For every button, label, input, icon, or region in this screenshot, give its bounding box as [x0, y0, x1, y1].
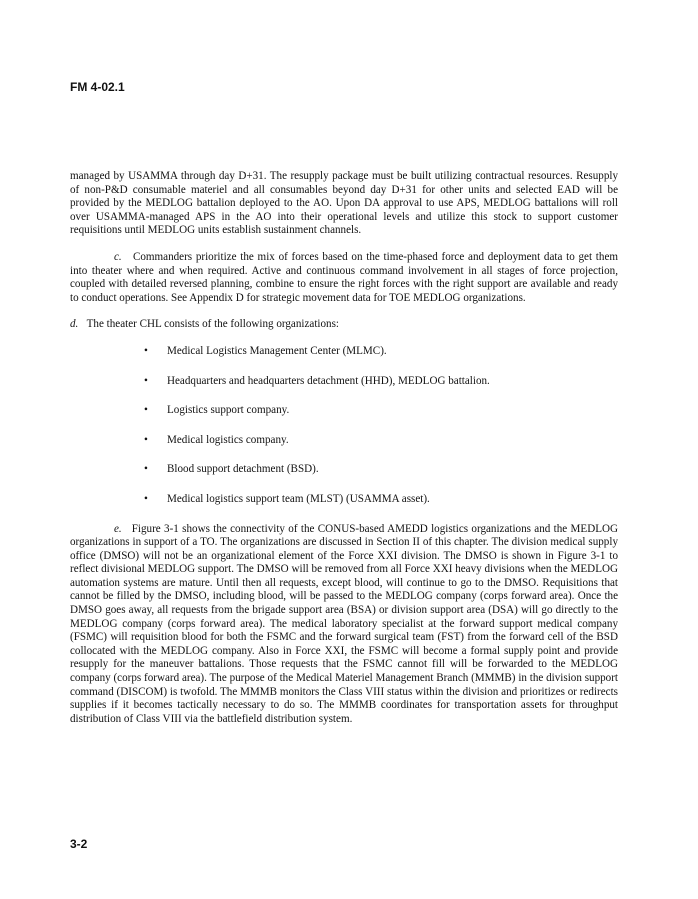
organization-list [70, 345, 618, 507]
bullet-icon: • [144, 344, 148, 357]
paragraph-e-label: e. [114, 522, 122, 535]
paragraph-e-text: Figure 3-1 shows the connectivity of the CONUS-based AMEDD logistics organizations and the MEDLOG organizations in support of a TO. The organizations are discussed in Section II of this chapter. The division medical supply office (DMSO) will not be an organizational element of the Force XXI division. The DMSO is shown in Figure 3-1 to reflect divisional MEDLOG support. The DMSO will be removed from all Force XXI heavy divisions when the MEDLOG automation systems are mature. Until then all requests, except blood, will continue to go to the DMSO. Requisitions that cannot be filled by the DMSO, including blood, will be passed to the MEDLOG company (corps forward area). Once the DMSO goes away, all requests from the brigade support area (BSA) or division support area (DSA) will go directly to the MEDLOG company (corps forward area). The medical laboratory specialist at the forward support medical company (FSMC) will requisition blood for both the FSMC and the forward surgical team (FST) from the forward cell of the BSD collocated with the MEDLOG company. Also in Force XXI, the FSMC will become a formal supply point and provide resupply for the maneuver battalions. Those requests that the FSMC cannot fill will be forwarded to the MEDLOG company (corps forward area). The purpose of the Medical Materiel Management Branch (MMMB) in the division support command (DISCOM) is twofold. The MMMB monitors the Class VIII status within the division and prioritizes or redirects supplies if it becomes tactically necessary to do so. The MMMB coordinates for transportation assets for throughput distribution of Class VIII via the battlefield distribution system. [70, 522, 619, 725]
paragraph-d [70, 318, 618, 332]
paragraph-d-text: The theater CHL consists of the following organizations: [86, 318, 339, 331]
list-item: • Logistics support company. [144, 404, 290, 417]
page-number: 3-2 [70, 837, 88, 851]
document-body [70, 170, 618, 739]
paragraph-e [70, 523, 618, 727]
bullet-icon: • [144, 463, 148, 476]
paragraph-c-text: Commanders prioritize the mix of forces based on the time-phased force and deployment data to get them into theater where and when required. Active and continuous command involvement in all stages of force projection, coupled with detailed reversed planning, combine to ensure the right forces with the right support are available and ready to conduct operations. See Appendix D for strategic movement data for TOE MEDLOG organizations. [70, 250, 618, 304]
paragraph-c-label: c. [114, 250, 122, 263]
page-header: FM 4-02.1 [70, 80, 125, 94]
list-item: • Blood support detachment (BSD). [144, 463, 319, 476]
list-item: • Medical logistics company. [144, 433, 289, 446]
list-item: • Medical Logistics Management Center (MLMC). [144, 344, 387, 357]
continuation-paragraph: managed by USAMMA through day D+31. The resupply package must be built utilizing contractual resources. Resupply of non-P&D consumable materiel and all consumables beyond day D+31 for other units and selected EAD will be provided by the MEDLOG battalion deployed to the AO. Upon DA approval to use APS, MEDLOG battalions will roll over USAMMA-managed APS in the AO into their operational levels and utilize this stock to support customer requisitions until MEDLOG units establish sustainment channels. [70, 170, 618, 237]
list-item: • Headquarters and headquarters detachment (HHD), MEDLOG battalion. [144, 374, 490, 387]
bullet-icon: • [144, 492, 148, 505]
list-item: • Medical logistics support team (MLST) (USAMMA asset). [144, 492, 430, 505]
bullet-icon: • [144, 374, 148, 387]
bullet-icon: • [144, 404, 148, 417]
paragraph-c [70, 251, 618, 305]
paragraph-d-label: d. [70, 318, 79, 331]
bullet-icon: • [144, 433, 148, 446]
